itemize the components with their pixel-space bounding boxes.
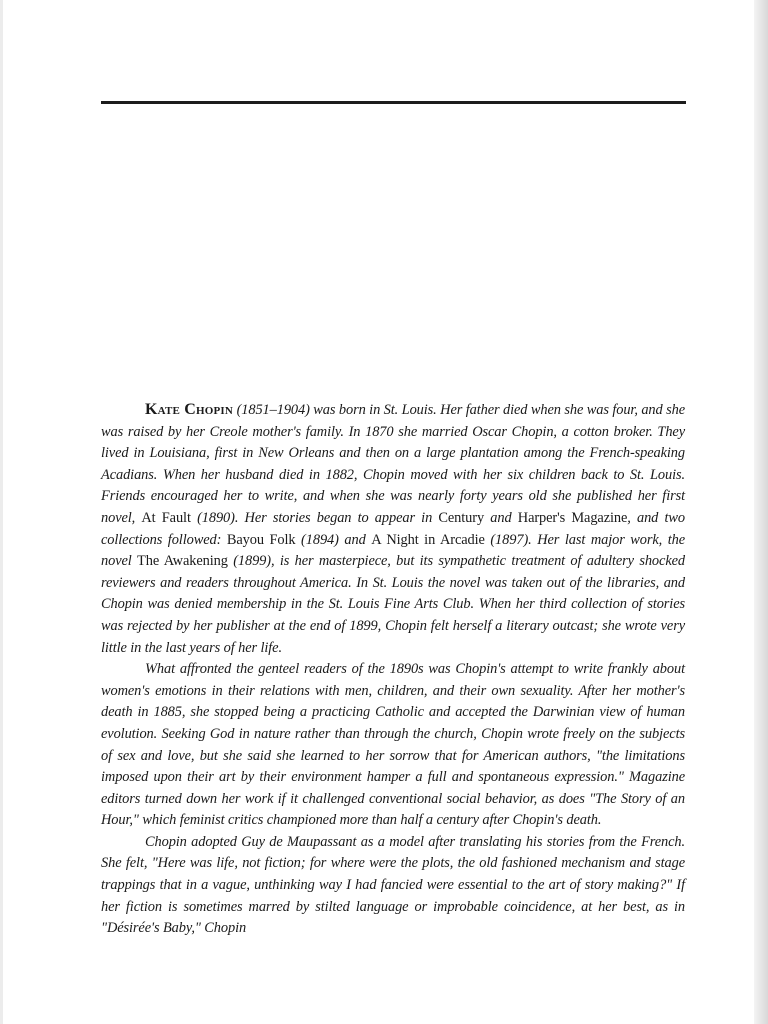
header-rule: [101, 101, 686, 104]
book-title: Bayou Folk: [226, 531, 296, 548]
magazine-title: Century: [438, 509, 485, 526]
page-edge-right: [754, 0, 768, 1024]
bio-text: (1894) and: [295, 531, 372, 548]
book-title: The Awakening: [137, 553, 228, 570]
bio-text: (1899), is her masterpiece, but its sympathetic treatment of adultery shocked reviewers and readers throughout America. In St. Louis the novel was taken out of the libraries, and Chopin was denied membership in the St. Louis Fine Arts Club. When her third collection of stories was rejected by her publisher at the end of 1899, Chopin felt herself a literary outcast; she wrote very little in the last years of her life.: [101, 553, 685, 656]
magazine-title: Harper's Magazine: [517, 509, 628, 526]
page-edge-left: [0, 0, 3, 1024]
book-title: At Fault: [141, 509, 191, 526]
bio-text: (1890). Her stories began to appear in: [190, 509, 439, 526]
biography-paragraph-3: Chopin adopted Guy de Maupassant as a model after translating his stories from the French. She felt, "Here was life, not fiction; for where were the plots, the old fashioned mechanism and stage trappings that in a vague, unthinking way I had fancied were essential to the art of story making?" If her fiction is sometimes marred by stilted language or improbable coincidence, at her best, as in "Désirée's Baby," Chopin: [101, 833, 685, 937]
biography-paragraph-1: [101, 399, 685, 659]
bio-text: , and two collections followed:: [101, 509, 685, 548]
biography-paragraph-2: What affronted the genteel readers of the 1890s was Chopin's attempt to write frankly about women's emotions in their relations with men, children, and their own sexuality. After her mother's death in 1885, she stopped being a practicing Catholic and accepted the Darwinian view of human evolution. Seeking God in nature rather than through the church, Chopin wrote freely on the subjects of sex and love, but she said she learned to her sorrow that for American authors, "the limitations imposed upon their art by their environment hamper a full and spontaneous expression." Magazine editors turned down her work if it challenged conventional social behavior, as does "The Story of an Hour," which feminist critics championed more than half a century after Chopin's death.: [101, 661, 685, 829]
author-name: Kate Chopin: [145, 401, 234, 418]
book-title: A Night in Arcadie: [371, 531, 485, 548]
author-biography: [101, 399, 685, 940]
bio-text: (1851–1904) was born in St. Louis. Her father died when she was four, and she was raised by her Creole mother's family. In 1870 she married Oscar Chopin, a cotton broker. They lived in Louisiana, first in New Orleans and then on a large plantation among the French-speaking Acadians. When her husband died in 1882, Chopin moved with her six children back to St. Louis. Friends encouraged her to write, and when she was nearly forty years old she published her first novel,: [101, 402, 685, 526]
bio-text: (1897). Her last major work, the novel: [101, 531, 686, 570]
bio-text: and: [484, 509, 518, 526]
